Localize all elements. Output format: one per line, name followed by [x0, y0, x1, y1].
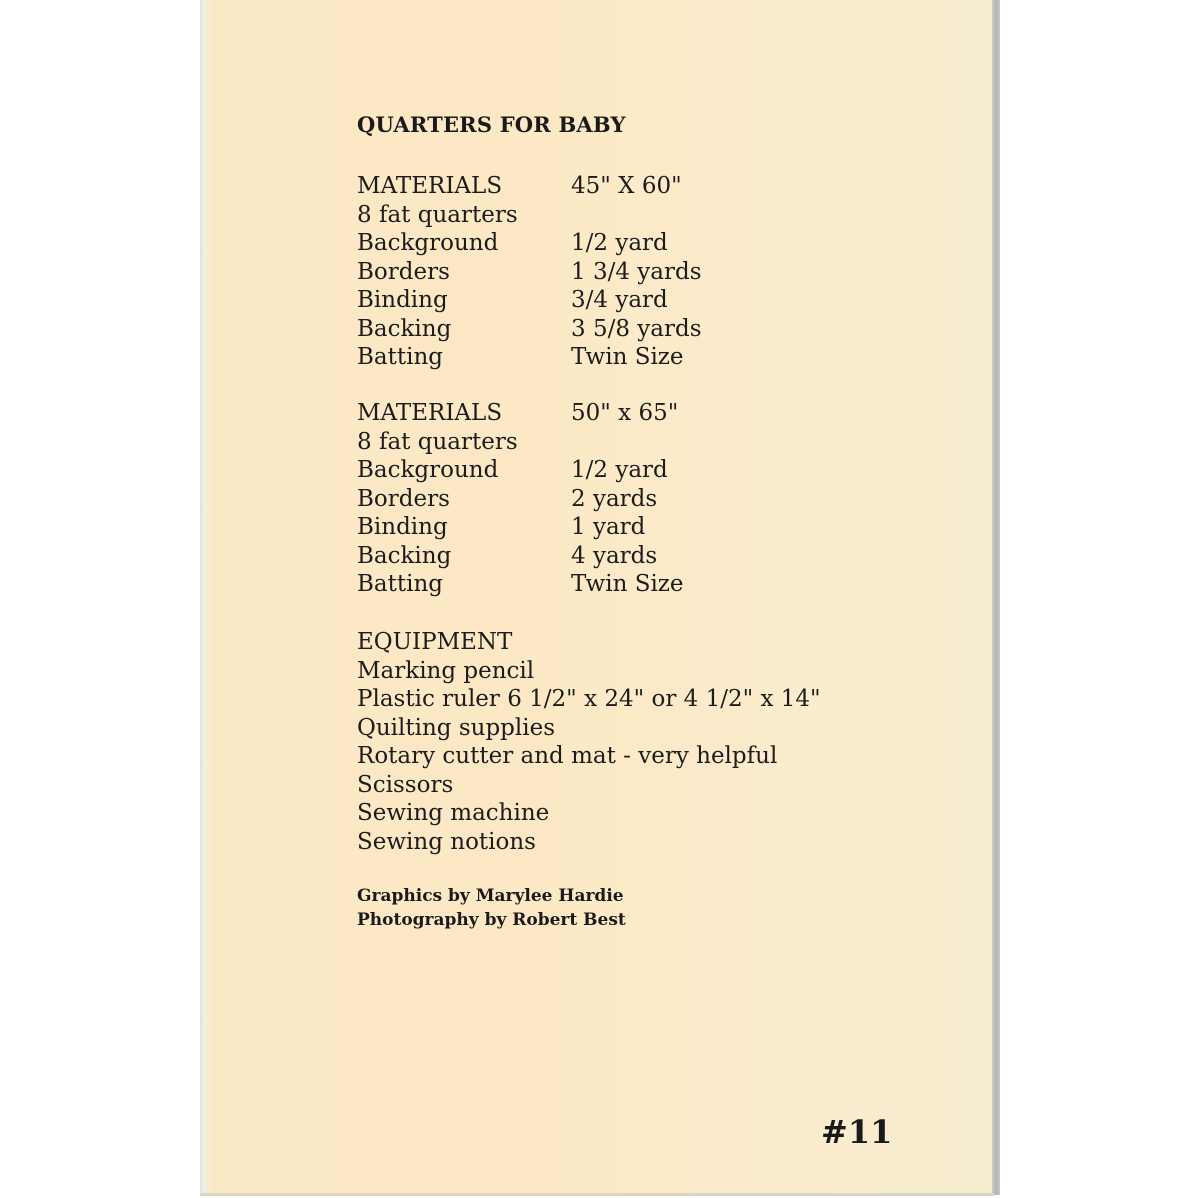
material-row [357, 485, 957, 514]
equipment-section [357, 628, 957, 856]
material-name: 8 fat quarters [357, 201, 518, 228]
equipment-item [357, 714, 957, 743]
page-edge-right [992, 0, 1000, 1195]
material-row [357, 570, 957, 599]
material-row [357, 286, 957, 315]
page-edge-bottom [200, 1193, 994, 1196]
pattern-title: QUARTERS FOR BABY [357, 112, 626, 137]
equipment-item-text: Sewing machine [357, 800, 550, 826]
material-name: Backing [357, 315, 452, 342]
material-amount: 2 yards [571, 485, 658, 512]
equipment-item [357, 685, 957, 714]
material-name: Batting [357, 344, 443, 370]
material-row [357, 315, 957, 344]
material-name: Borders [357, 258, 450, 285]
materials-header [357, 399, 957, 428]
materials-section-50x65 [357, 399, 957, 599]
material-amount: 3/4 yard [571, 287, 668, 313]
equipment-item [357, 799, 957, 828]
material-name: Binding [357, 287, 448, 313]
graphics-credit: Graphics by Marylee Hardie [357, 886, 624, 906]
equipment-heading-text: EQUIPMENT [357, 629, 513, 655]
material-row [357, 542, 957, 571]
equipment-item [357, 771, 957, 800]
equipment-item [357, 657, 957, 686]
equipment-item-text: Plastic ruler 6 1/2" x 24" or 4 1/2" x 14" [357, 686, 821, 712]
material-row [357, 201, 957, 230]
equipment-item-text: Sewing notions [357, 828, 536, 855]
materials-header [357, 172, 957, 201]
material-row [357, 456, 957, 485]
quilt-size: 45" X 60" [571, 173, 682, 199]
material-row [357, 428, 957, 457]
photography-credit: Photography by Robert Best [357, 910, 626, 930]
equipment-item-text: Marking pencil [357, 657, 535, 684]
equipment-item-text: Scissors [357, 771, 454, 798]
quilt-size: 50" x 65" [571, 400, 679, 426]
material-row [357, 343, 957, 372]
materials-section-45x60 [357, 172, 957, 372]
equipment-item-text: Quilting supplies [357, 714, 556, 741]
material-amount: 1 3/4 yards [571, 258, 702, 285]
material-name: Backing [357, 542, 452, 569]
material-name: Binding [357, 514, 448, 540]
material-row [357, 258, 957, 287]
material-amount: 3 5/8 yards [571, 315, 702, 342]
equipment-item [357, 742, 957, 771]
material-amount: 4 yards [571, 542, 658, 569]
material-name: Borders [357, 485, 450, 512]
equipment-item-text: Rotary cutter and mat - very helpful [357, 743, 778, 769]
materials-heading: MATERIALS [357, 173, 503, 199]
page-edge-left [200, 0, 212, 1195]
materials-heading: MATERIALS [357, 400, 503, 426]
credits [357, 884, 626, 932]
page-number: #11 [821, 1113, 893, 1151]
material-row [357, 513, 957, 542]
material-name: 8 fat quarters [357, 428, 518, 455]
material-amount: 1/2 yard [571, 230, 668, 256]
material-name: Background [357, 230, 499, 256]
material-amount: Twin Size [571, 571, 684, 597]
material-name: Batting [357, 571, 443, 597]
material-amount: Twin Size [571, 344, 684, 370]
equipment-heading [357, 628, 957, 657]
material-amount: 1/2 yard [571, 457, 668, 483]
equipment-item [357, 828, 957, 857]
material-row [357, 229, 957, 258]
material-name: Background [357, 457, 499, 483]
material-amount: 1 yard [571, 514, 646, 540]
